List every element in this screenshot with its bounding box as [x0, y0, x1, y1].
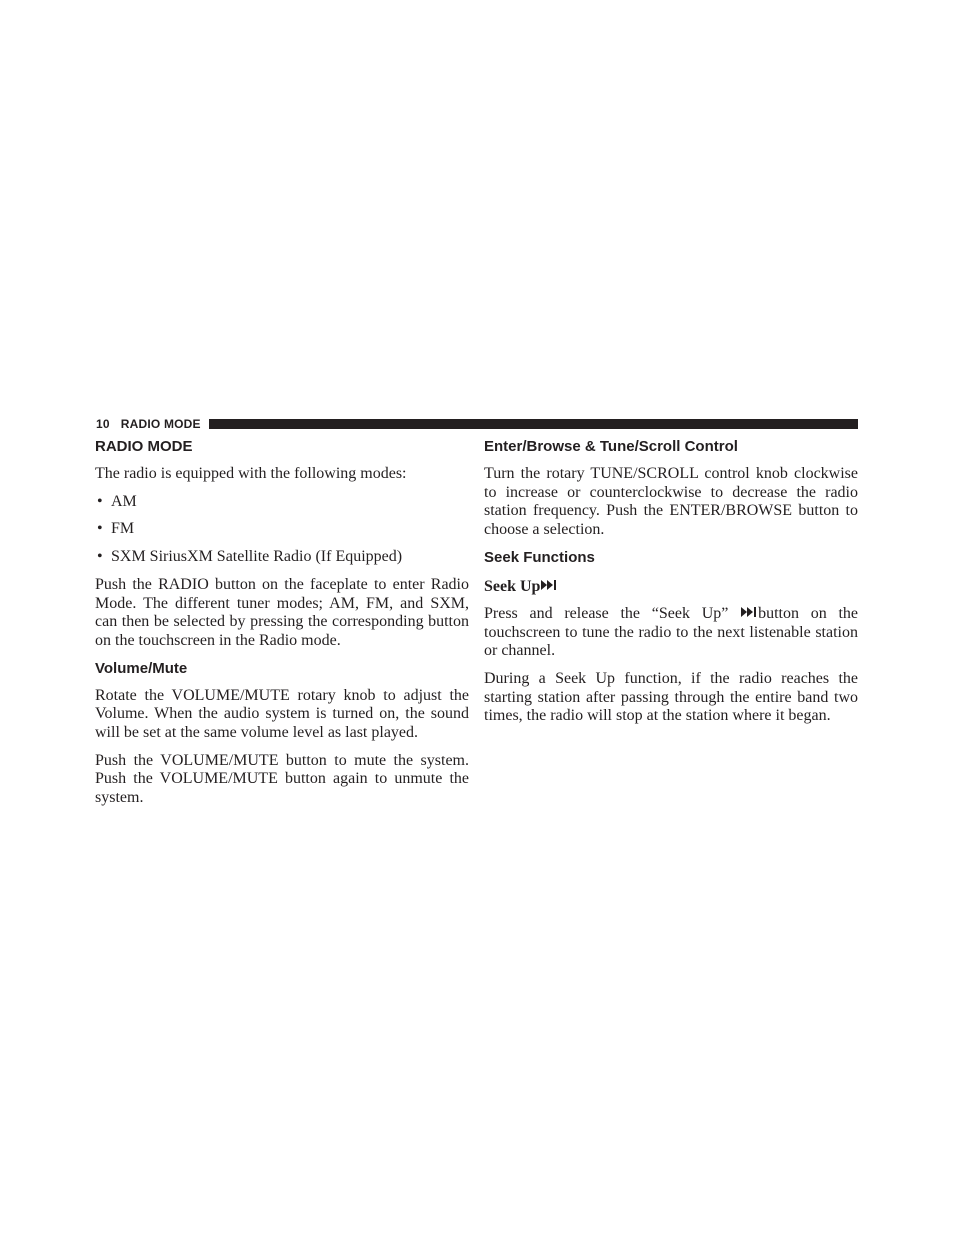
seek-up-paragraph-2: During a Seek Up function, if the radio reaches the starting station after passing through the entire band two times, the radio will stop at the station where it began. — [484, 669, 858, 725]
push-radio-paragraph: Push the RADIO button on the faceplate to enter Radio Mode. The different tuner modes; AM, FM, and SXM, can then be selected by pressing the corresponding button on the touchscreen in the Radio mode. — [95, 575, 469, 649]
section-heading-radio-mode: RADIO MODE — [95, 438, 193, 455]
left-column — [95, 436, 469, 808]
seek-forward-icon — [540, 579, 558, 591]
mode-label: SXM SiriusXM Satellite Radio (If Equipped) — [111, 548, 403, 566]
subheading-enter-browse: Enter/Browse & Tune/Scroll Control — [484, 438, 738, 455]
header-rule — [209, 419, 858, 429]
mode-label: AM — [111, 492, 137, 510]
running-header-title: RADIO MODE — [120, 417, 201, 431]
bullet-icon: • — [97, 492, 103, 510]
page-number: 10 — [96, 417, 110, 431]
volume-paragraph-1: Rotate the VOLUME/MUTE rotary knob to adjust the Volume. When the audio system is turned on, the sound will be set at the same volume level as last played. — [95, 686, 469, 742]
running-header — [96, 416, 858, 432]
intro-paragraph: The radio is equipped with the following modes: — [95, 465, 407, 482]
list-item — [95, 548, 469, 567]
seek-up-label: Seek Up — [484, 577, 541, 595]
subheading-volume-mute: Volume/Mute — [95, 659, 188, 677]
subheading-seek-functions: Seek Functions — [484, 548, 595, 566]
list-item — [95, 520, 469, 539]
seek-up-text-end: button on the touchscreen to tune the radio to the next listenable station or channel. — [484, 604, 858, 660]
seek-forward-icon — [740, 606, 758, 618]
seek-up-text-start: Press and release the “Seek Up” — [484, 604, 729, 622]
right-column — [484, 436, 858, 726]
modes-list — [95, 493, 469, 567]
enter-browse-paragraph: Turn the rotary TUNE/SCROLL control knob clockwise to increase or counterclockwise to decrease the radio station frequency. Push the ENTER/BROWSE button to choose a selection. — [484, 465, 858, 539]
bullet-icon: • — [97, 548, 103, 566]
list-item — [95, 493, 469, 512]
volume-paragraph-2: Push the VOLUME/MUTE button to mute the system. Push the VOLUME/MUTE button again to unmute the system. — [95, 751, 469, 807]
bullet-icon: • — [97, 520, 103, 538]
seek-up-paragraph-1 — [484, 605, 858, 661]
subheading-seek-up — [484, 576, 858, 598]
mode-label: FM — [111, 520, 135, 538]
